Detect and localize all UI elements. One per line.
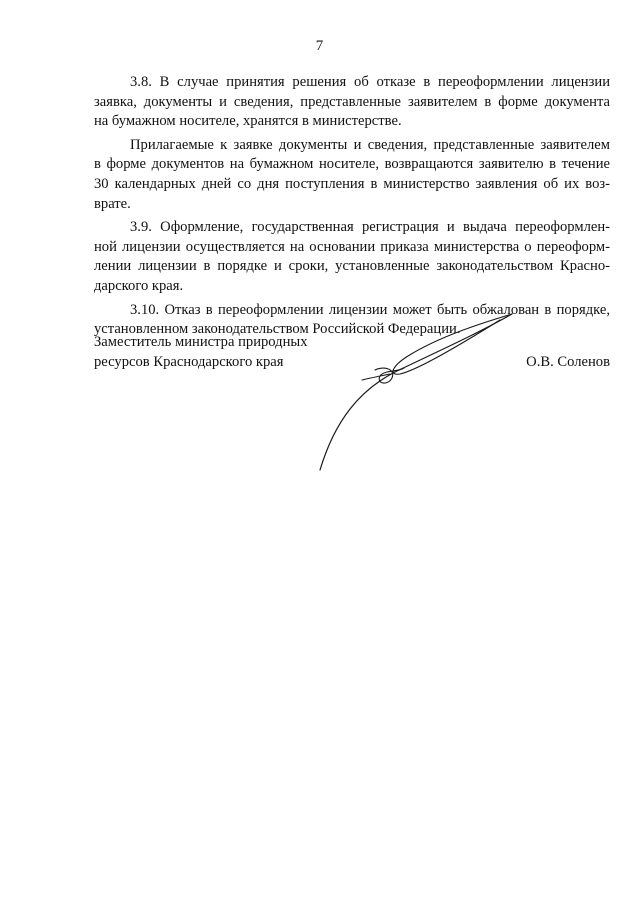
signatory-title-line: Заместитель министра природных (94, 334, 308, 350)
text-line: заявка, документы и сведения, представленные заявителем в форме документа (94, 93, 610, 110)
text-line: ной лицензии осуществляется на основании приказа министерства о переоформ- (94, 238, 610, 255)
signatory-name: О.В. Соленов (526, 354, 610, 370)
text-line: врате. (94, 195, 131, 212)
text-line: лении лицензии в порядке и сроки, установленные законодательством Красно- (94, 258, 610, 275)
text-line: в форме документов на бумажном носителе, возвращаются заявителю в течение (94, 156, 610, 173)
text-line: установленном законодательством Российской Федерации. (94, 321, 461, 338)
text-line: 3.9. Оформление, государственная регистрация и выдача переоформлен- (130, 219, 610, 236)
signatory-title-line: ресурсов Краснодарского края (94, 353, 284, 370)
text-line: Прилагаемые к заявке документы и сведения, представленные заявителем (130, 136, 610, 153)
text-line: 3.8. В случае принятия решения об отказе в переоформлении лицензии (130, 74, 610, 90)
text-line: 30 календарных дней со дня поступления в министерство заявления об их воз- (94, 175, 610, 192)
paragraph-attachments (94, 136, 610, 214)
signatory-title (94, 333, 308, 372)
page-number: 7 (315, 38, 324, 54)
text-line: дарского края. (94, 277, 184, 294)
paragraph-3-9 (94, 218, 610, 296)
text-line: 3.10. Отказ в переоформлении лицензии может быть обжалован в порядке, (130, 301, 610, 318)
handwritten-signature (300, 300, 530, 480)
text-line: на бумажном носителе, хранятся в министерстве. (94, 113, 402, 130)
paragraph-3-8 (94, 73, 610, 132)
